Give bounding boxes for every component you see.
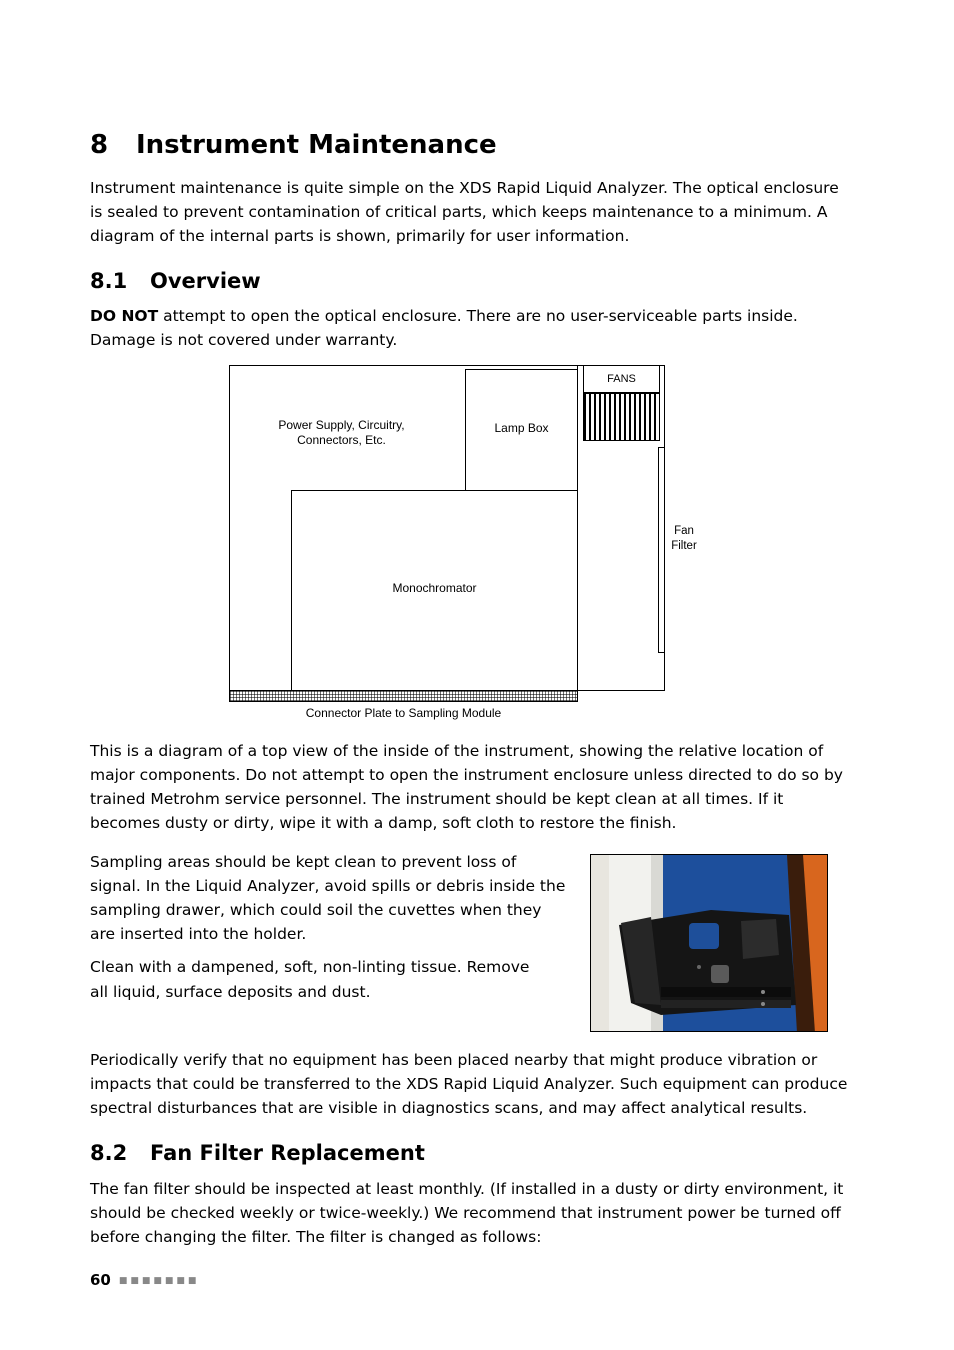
fan-grill	[583, 393, 660, 441]
sampling-paragraph: Sampling areas should be kept clean to prevent loss of signal. In the Liquid Analyzer, avoid spills or debris inside the sampling drawer, which could soil the cuvettes when they are inserted into the holder.	[90, 853, 566, 943]
connector-plate	[229, 690, 578, 702]
fan-filter-paragraph: The fan filter should be inspected at least monthly. (If installed in a dusty or dirty environment, it should be checked weekly or twice-weekly.) We recommend that instrument power be turned off before changing the filter. The filter is changed as follows:	[90, 1180, 844, 1246]
chapter-number: 8	[90, 130, 109, 160]
warning-text: attempt to open the optical enclosure. There are no user-serviceable parts inside. Damage is not covered under warranty.	[90, 307, 798, 349]
warning-paragraph	[90, 304, 850, 352]
lamp-box-label: Lamp Box	[494, 421, 549, 435]
chapter-intro: Instrument maintenance is quite simple on the XDS Rapid Liquid Analyzer. The optical enclosure is sealed to prevent contamination of critical parts, which keeps maintenance to a minimum. A diagram of the internal parts is shown, primarily for user information.	[90, 179, 839, 245]
fan-filter-label: Fan Filter	[671, 525, 697, 552]
section-heading-fan-filter	[90, 1141, 425, 1165]
footer-dots: ■■■■■■■	[118, 1275, 200, 1286]
page-footer	[90, 1271, 199, 1289]
section-title: Overview	[150, 269, 261, 293]
fan-filter-strip	[658, 447, 665, 653]
diagram-description: This is a diagram of a top view of the inside of the instrument, showing the relative location of major components. Do not attempt to open the instrument enclosure unless directed to do so by trained Metrohm service personnel. The instrument should be kept clean at all times. If it becomes dusty or dirty, wipe it with a damp, soft cloth to restore the finish.	[90, 742, 843, 832]
cuvette-holder-photo	[590, 854, 828, 1032]
chapter-heading	[90, 130, 497, 160]
page-number: 60	[90, 1271, 111, 1289]
power-supply-label: Power Supply, Circuitry, Connectors, Etc.	[278, 418, 405, 447]
instrument-top-view-diagram	[229, 365, 699, 725]
cuvette-holder-illustration	[591, 855, 828, 1032]
section-number: 8.1	[90, 269, 128, 293]
monochromator-label: Monochromator	[392, 581, 477, 595]
section-title: Fan Filter Replacement	[150, 1141, 425, 1165]
chapter-title: Instrument Maintenance	[136, 130, 497, 160]
section-heading-overview	[90, 269, 261, 293]
section-number: 8.2	[90, 1141, 128, 1165]
fans-label: FANS	[607, 373, 636, 385]
connector-plate-label: Connector Plate to Sampling Module	[305, 706, 502, 720]
vibration-paragraph: Periodically verify that no equipment has been placed nearby that might produce vibration or impacts that could be transferred to the XDS Rapid Liquid Analyzer. Such equipment can produce spectral disturbances that are visible in diagnostics scans, and may affect analytical results.	[90, 1051, 848, 1117]
warning-bold: DO NOT	[90, 307, 159, 325]
cleaning-paragraph: Clean with a dampened, soft, non-linting tissue. Remove all liquid, surface deposits and dust.	[90, 958, 530, 1001]
